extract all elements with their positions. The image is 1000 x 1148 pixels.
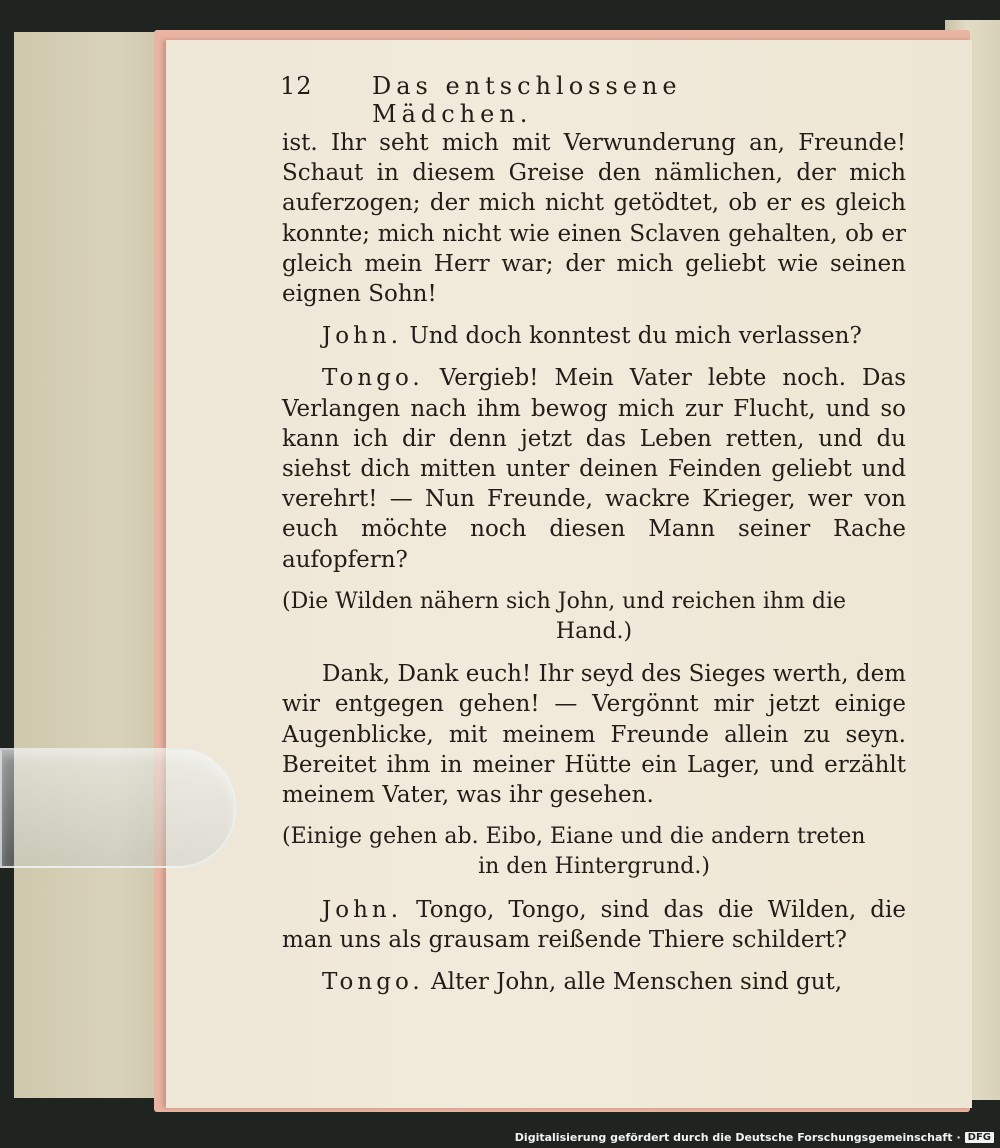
page-header: [280, 72, 840, 128]
speaker-name: Tongo.: [322, 365, 424, 392]
speech-text: Vergieb! Mein Vater lebte noch. Das Verlangen nach ihm bewog mich zur Flucht, und so kann ich dir denn jetzt das Leben retten, und du siehst dich mitten unter deinen Feinden geliebt und verehrt! — Nun Freunde, wackre Krieger, wer von euch möchte noch diesen Mann seiner Rache aufopfern?: [282, 365, 906, 573]
stage-direction-1: [282, 587, 906, 647]
stage-direction-line: (Die Wilden nähern sich John, und reichen ihm die: [282, 588, 847, 614]
paragraph-tongo-continued: Dank, Dank euch! Ihr seyd des Sieges werth, dem wir entgegen gehen! — Vergönnt mir jetzt einige Augenblicke, mit meinem Freunde allein zu seyn. Bereitet ihm in meiner Hütte ein Lager, und erzählt meinem Vater, was ihr gesehen.: [282, 661, 906, 809]
speaker-name: Tongo.: [322, 969, 424, 996]
speaker-name: John.: [322, 323, 403, 350]
speech-text: Und doch konntest du mich verlassen?: [409, 323, 862, 350]
speech-text: Tongo, Tongo, sind das die Wilden, die man uns als grausam reißende Thiere schildert?: [282, 896, 907, 953]
speech-john-1: [282, 321, 906, 351]
speech-tongo-2: [282, 967, 906, 997]
speech-john-2: [282, 895, 906, 955]
credit-text: Digitalisierung gefördert durch die Deutsche Forschungsgemeinschaft: [514, 1130, 953, 1144]
page-text: [282, 128, 906, 997]
running-title: Das entschlossene Mädchen.: [372, 72, 682, 128]
dfg-logo: DFG: [965, 1132, 994, 1143]
speaker-name: John.: [322, 896, 403, 923]
speech-tongo-1: [282, 363, 906, 574]
stage-direction-line: Hand.): [555, 619, 633, 645]
speech-text: Alter John, alle Menschen sind gut,: [431, 969, 843, 996]
stage-direction-line: in den Hintergrund.): [478, 854, 710, 880]
stage-direction-2: [282, 822, 906, 882]
page-number: 12: [280, 72, 313, 100]
paragraph-continued: ist. Ihr seht mich mit Verwunderung an, Freunde! Schaut in diesem Greise den nämlichen, der mich auferzogen; der mich nicht getödtet, ob er es gleich konnte; mich nicht wie einen Sclaven gehalten, ob er gleich mein Herr war; der mich geliebt wie seinen eignen Sohn!: [282, 130, 906, 308]
page-clip: [0, 748, 236, 868]
digitization-credit: Digitalisierung gefördert durch die Deutsche Forschungsgemeinschaft · DFG: [515, 1129, 994, 1145]
stage-direction-line: (Einige gehen ab. Eibo, Eiane und die andern treten: [282, 824, 866, 850]
